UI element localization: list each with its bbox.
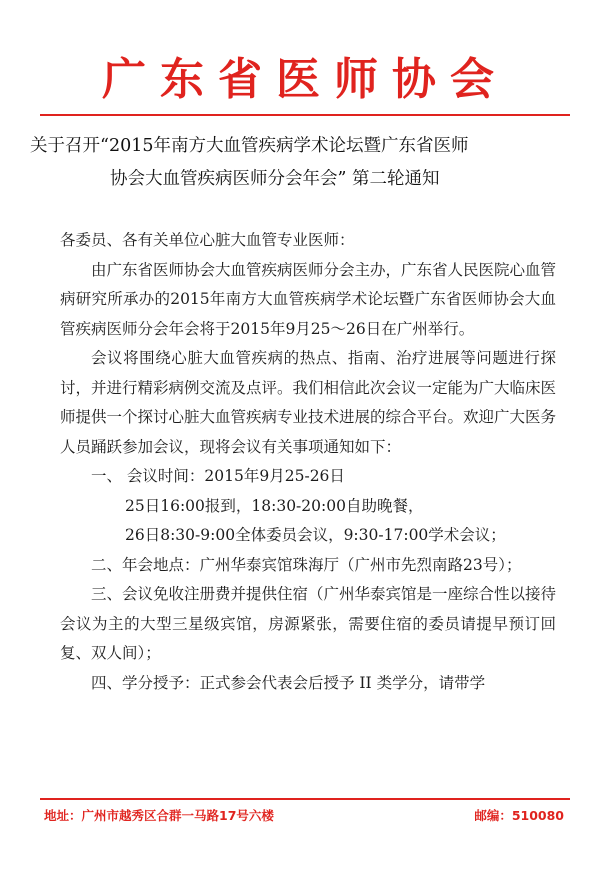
item-meeting-time-day1: 25日16:00报到，18:30-20:00自助晚餐， [125, 496, 424, 515]
salutation: 各委员、各有关单位心脏大血管专业医师： [60, 231, 355, 249]
notice-title-line-2: 协会大血管疾病医师分会年会” 第二轮通知 [110, 169, 440, 189]
item-registration-lodging: 三、会议免收注册费并提供住宿（广州华泰宾馆是一座综合性以接待会议为主的大型三星级宾馆，房源紧张，需要住宿的委员请提早预订回复、双人间）； [60, 585, 557, 662]
notice-body [60, 226, 556, 698]
footer-address: 地址：广州市越秀区合群一马路17号六楼 [44, 808, 274, 823]
letterhead-divider [40, 114, 570, 116]
paragraph-topics: 会议将围绕心脏大血管疾病的热点、指南、治疗进展等问题进行探讨，并进行精彩病例交流及点评。我们相信此次会议一定能为广大临床医师提供一个探讨心脏大血管疾病专业技术进展的综合平台。欢迎广大医务人员踊跃参加会议，现将会议有关事项通知如下： [60, 349, 557, 456]
notice-title [30, 130, 590, 196]
letterhead-org-name: 广东省医师协会 [102, 54, 508, 105]
notice-title-line-1: 关于召开“2015年南方大血管疾病学术论坛暨广东省医师 [30, 136, 469, 156]
item-meeting-time-day2: 26日8:30-9:00全体委员会议，9:30-17:00学术会议； [125, 526, 506, 544]
paragraph-intro: 由广东省医师协会大血管疾病医师分会主办，广东省人民医院心血管病研究所承办的2015年南方大血管疾病学术论坛暨广东省医师协会大血管疾病医师分会年会将于2015年9月25～26日在广州举行。 [60, 260, 557, 338]
item-meeting-venue: 二、年会地点：广州华泰宾馆珠海厅（广州市先烈南路23号）； [91, 555, 522, 574]
item-credits: 四、学分授予：正式参会代表会后授予 II 类学分，请带学 [91, 673, 486, 692]
letterhead-footer [44, 806, 564, 826]
footer-divider [40, 798, 570, 800]
item-meeting-time: 一、 会议时间：2015年9月25-26日 [91, 467, 345, 485]
footer-postcode: 邮编：510080 [474, 808, 564, 823]
